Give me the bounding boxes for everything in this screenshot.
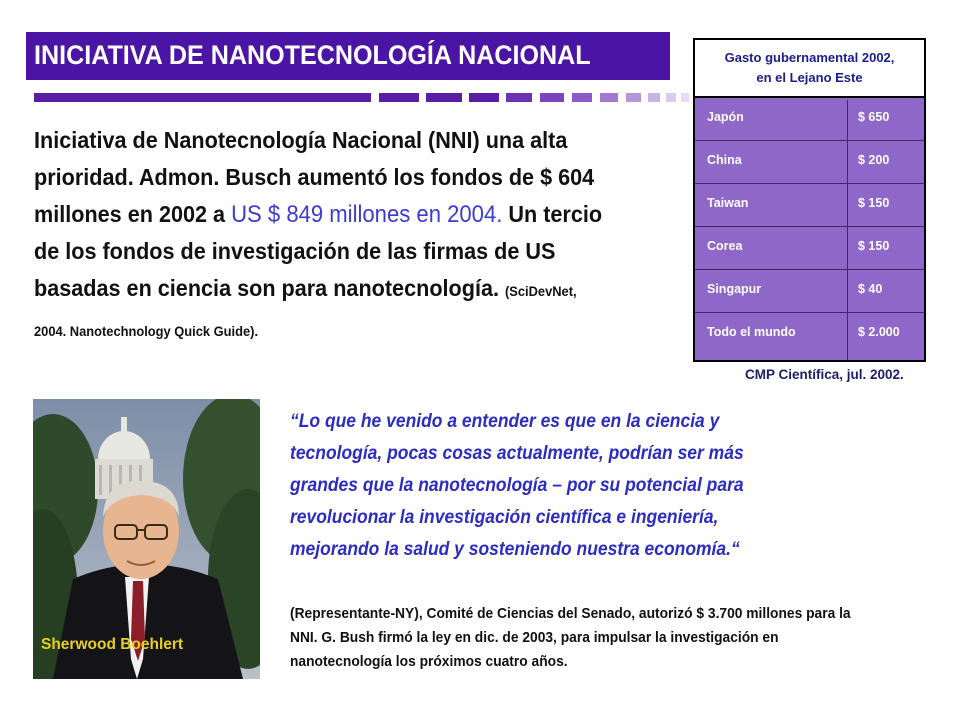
table-row bbox=[695, 315, 924, 355]
amount-cell: $ 40 bbox=[858, 282, 883, 296]
amount-cell: $ 150 bbox=[858, 239, 890, 253]
country-cell: Todo el mundo bbox=[707, 325, 796, 339]
portrait-photo bbox=[33, 399, 260, 679]
stripe-segment bbox=[626, 93, 641, 102]
amount-cell: $ 650 bbox=[858, 110, 890, 124]
quote-text: “Lo que he venido a entender es que en la ciencia y tecnología, pocas cosas actualmente, podrían ser más grandes que la nanotecnología – por su potencial para revolucionar la investigación científica e ingeniería, mejorando la salud y sosteniendo nuestra economía.“ bbox=[290, 411, 744, 560]
country-cell: Japón bbox=[707, 110, 744, 124]
country-cell: China bbox=[707, 153, 742, 167]
stripe-segment bbox=[648, 93, 660, 102]
main-citation: (SciDevNet, 2004. Nanotechnology Quick Guide). bbox=[34, 283, 577, 339]
stripe-segment bbox=[379, 93, 419, 102]
stripe-segment bbox=[681, 93, 689, 102]
table-row bbox=[695, 272, 924, 313]
main-paragraph bbox=[34, 122, 604, 350]
title-banner bbox=[26, 32, 670, 80]
stripe-segment bbox=[600, 93, 618, 102]
amount-cell: $ 200 bbox=[858, 153, 890, 167]
country-cell: Singapur bbox=[707, 282, 762, 296]
stripe-segment bbox=[506, 93, 532, 102]
table-header-line2: en el Lejano Este bbox=[756, 70, 863, 85]
stripe-segment bbox=[469, 93, 499, 102]
stripe-segment bbox=[540, 93, 564, 102]
photo-caption: Sherwood Boehlert bbox=[41, 636, 184, 653]
stripe-segment bbox=[572, 93, 592, 102]
country-cell: Taiwan bbox=[707, 196, 749, 210]
main-text-part2: Un tercio de los fondos de investigación de las firmas de US basadas en ciencia son para nanotecnología. bbox=[34, 201, 603, 301]
table-source: CMP Científica, jul. 2002. bbox=[745, 367, 904, 382]
table-row bbox=[695, 186, 924, 227]
table-row bbox=[695, 100, 924, 141]
table-header bbox=[695, 40, 924, 98]
table-row bbox=[695, 143, 924, 184]
stripe-segment bbox=[34, 93, 371, 102]
stripe-segment bbox=[666, 93, 676, 102]
table-header-line1: Gasto gubernamental 2002, bbox=[724, 50, 895, 65]
spending-table bbox=[693, 38, 926, 362]
stripe-segment bbox=[426, 93, 462, 102]
main-highlight: US $ 849 millones en 2004. bbox=[231, 201, 503, 228]
table-row bbox=[695, 229, 924, 270]
amount-cell: $ 2.000 bbox=[858, 325, 900, 339]
main-text-part1: Iniciativa de Nanotecnología Nacional (NNI) una alta prioridad. Admon. Busch aumentó los fondos de $ 604 millones en 2002 a bbox=[34, 127, 595, 227]
page-title: INICIATIVA DE NANOTECNOLOGÍA NACIONAL bbox=[34, 40, 591, 70]
attribution-note: (Representante-NY), Comité de Ciencias del Senado, autorizó $ 3.700 millones para la NNI. G. Bush firmó la ley en dic. de 2003, para impulsar la investigación en nanotecnología los próximos cuatro años. bbox=[290, 605, 851, 670]
amount-cell: $ 150 bbox=[858, 196, 890, 210]
country-cell: Corea bbox=[707, 239, 743, 253]
